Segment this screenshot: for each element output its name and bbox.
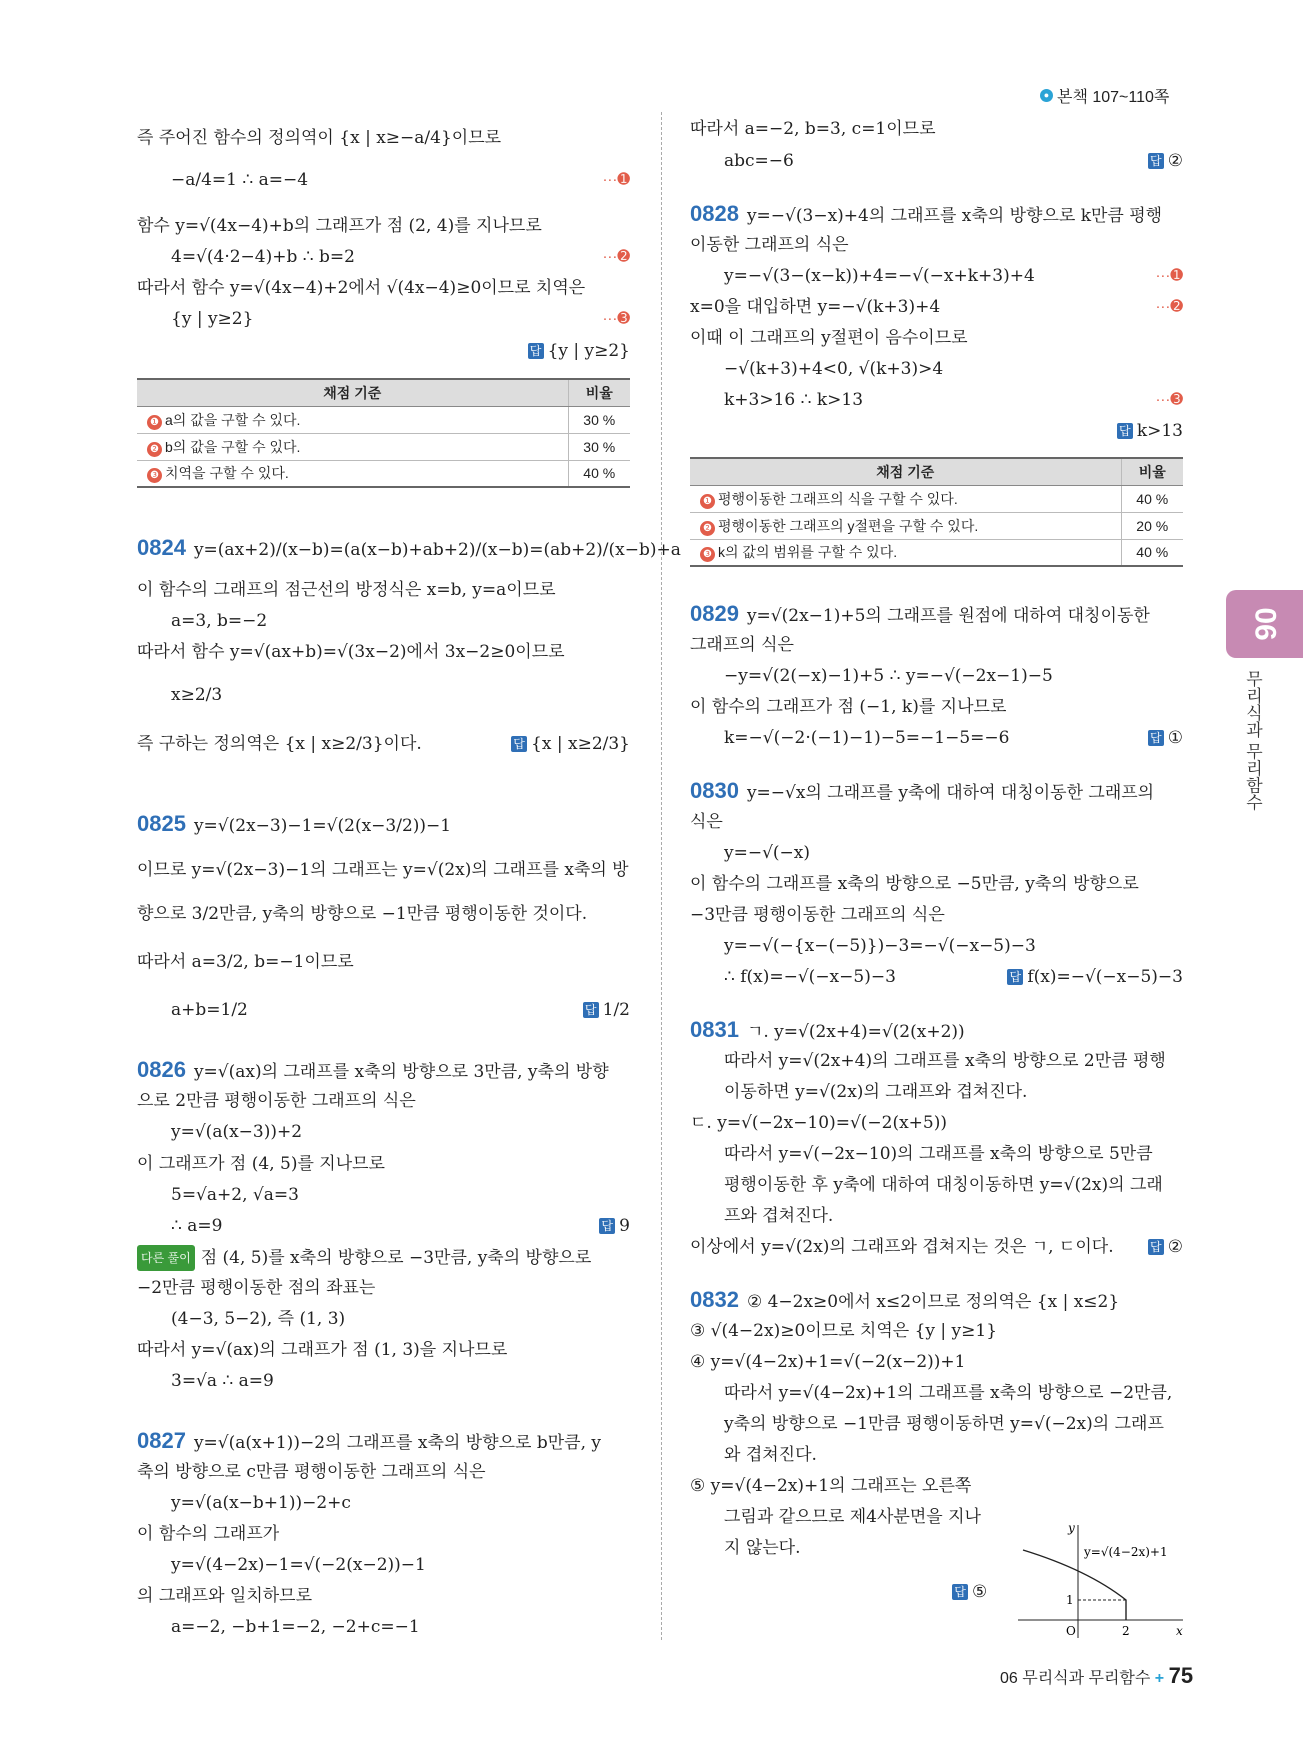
problem-number: 0824 (137, 535, 186, 560)
problem-number: 0827 (137, 1428, 186, 1453)
step-mark: ···➋ (602, 248, 630, 265)
tick-label: 2 (1122, 1624, 1130, 1638)
problem-number: 0829 (690, 601, 739, 626)
text-line: −a/4=1 ∴ a=−4 ···➊ (171, 170, 630, 190)
answer-icon: 답 (1007, 969, 1023, 985)
text-line: 이때 이 그래프의 y절편이 음수이므로 (690, 328, 968, 348)
text-line: 축의 방향으로 c만큼 평행이동한 그래프의 식은 (137, 1462, 486, 1482)
problem-0831-line: 0831 ㄱ. y=√(2x+4)=√(2(x+2)) (690, 1017, 965, 1042)
text-line: 이 함수의 그래프가 (137, 1524, 280, 1544)
text-line: (4−3, 5−2), 즉 (1, 3) (171, 1309, 346, 1329)
text-line: 이 함수의 그래프를 x축의 방향으로 −5만큼, y축의 방향으로 (690, 874, 1139, 894)
text-line: 으로 2만큼 평행이동한 그래프의 식은 (137, 1091, 416, 1111)
text-line: 이동한 그래프의 식은 (690, 235, 849, 255)
table-row: ❶ a의 값을 구할 수 있다. 30 % (137, 406, 630, 433)
text-line: x≥2/3 (171, 685, 223, 705)
problem-0829-line: 0829 y=√(2x−1)+5의 그래프를 원점에 대하여 대칭이동한 (690, 601, 1150, 626)
step-mark: ···➋ (1155, 298, 1183, 315)
text-line: y=−√(−x) (724, 843, 811, 863)
answer-icon: 답 (1148, 153, 1164, 169)
column-divider (661, 112, 662, 1640)
answer-icon: 답 (528, 343, 544, 359)
text-line: 3=√a ∴ a=9 (171, 1371, 274, 1391)
answer-icon: 답 (511, 736, 527, 752)
text-line: 다른 풀이 점 (4, 5)를 x축의 방향으로 −3만큼, y축의 방향으로 (137, 1245, 591, 1269)
text-line: ∴ f(x)=−√(−x−5)−3 답 f(x)=−√(−x−5)−3 (724, 967, 1183, 987)
answer-line: 답 ⑤ (952, 1580, 987, 1604)
origin-label: O (1066, 1624, 1076, 1638)
page-footer: 06 무리식과 무리함수 + 75 (1000, 1663, 1194, 1688)
text-line: −2만큼 평행이동한 점의 좌표는 (137, 1278, 376, 1298)
text-line: 함수 y=√(4x−4)+b의 그래프가 점 (2, 4)를 지나므로 (137, 216, 542, 236)
text-line: 이상에서 y=√(2x)의 그래프와 겹쳐지는 것은 ㄱ, ㄷ이다. 답 ② (690, 1237, 1183, 1257)
step-mark: ···➊ (1155, 267, 1183, 284)
answer-icon: 답 (599, 1218, 615, 1234)
text-line: 식은 (690, 812, 723, 832)
text-line: 따라서 함수 y=√(4x−4)+2에서 √(4x−4)≥0이므로 치역은 (137, 278, 586, 298)
text-line: 따라서 함수 y=√(ax+b)=√(3x−2)에서 3x−2≥0이므로 (137, 642, 565, 662)
text-line: y=√(a(x−3))+2 (171, 1122, 303, 1142)
text-line: ⑤ y=√(4−2x)+1의 그래프는 오른쪽 (690, 1476, 972, 1496)
answer-icon: 답 (952, 1584, 968, 1600)
scoring-table-2 (690, 457, 1183, 567)
problem-number: 0826 (137, 1057, 186, 1082)
text-line: 이므로 y=√(2x−3)−1의 그래프는 y=√(2x)의 그래프를 x축의 방 (137, 860, 629, 880)
y-label: y (1068, 1521, 1075, 1535)
answer-icon: 답 (1148, 730, 1164, 746)
text-line: 이 함수의 그래프의 점근선의 방정식은 x=b, y=a이므로 (137, 580, 556, 600)
text-line: 따라서 y=√(4−2x)+1의 그래프를 x축의 방향으로 −2만큼, (724, 1383, 1173, 1403)
text-line: 따라서 a=3/2, b=−1이므로 (137, 952, 354, 972)
page-reference: ● 본책 107~110쪽 (1040, 84, 1169, 107)
text-line: 프와 겹쳐진다. (724, 1206, 834, 1226)
problem-number: 0828 (690, 201, 739, 226)
text-line: y축의 방향으로 −1만큼 평행이동하면 y=√(−2x)의 그래프 (724, 1414, 1164, 1434)
problem-number: 0831 (690, 1017, 739, 1042)
curve (1023, 1550, 1126, 1620)
text-line: −y=√(2(−x)−1)+5 ∴ y=−√(−2x−1)−5 (724, 666, 1053, 686)
text-line: y=√(a(x−b+1))−2+c (171, 1493, 351, 1513)
table-header: 비율 (568, 379, 630, 406)
scoring-table-1 (137, 378, 630, 488)
text-line: y=−√(3−(x−k))+4=−√(−x+k+3)+4 ···➊ (724, 266, 1183, 286)
text-line: 이 함수의 그래프가 점 (−1, k)를 지나므로 (690, 697, 1007, 717)
text-line: 의 그래프와 일치하므로 (137, 1586, 313, 1606)
chapter-title-side: 무리식과 무리함수 (1243, 670, 1262, 811)
problem-number: 0825 (137, 811, 186, 836)
book-icon: ● (1040, 89, 1053, 102)
problem-0832-line: 0832 ② 4−2x≥0에서 x≤2이므로 정의역은 {x | x≤2} (690, 1287, 1120, 1312)
text-line: 5=√a+2, √a=3 (171, 1185, 299, 1205)
text-line: 그림과 같으므로 제4사분면을 지나 (724, 1507, 981, 1527)
text-line: abc=−6 답 ② (724, 151, 1183, 171)
table-header: 채점 기준 (137, 379, 568, 406)
text-line: −3만큼 평행이동한 그래프의 식은 (690, 905, 945, 925)
answer-icon: 답 (1117, 423, 1133, 439)
answer-icon: 답 (1148, 1239, 1164, 1255)
text-line: y=√(4−2x)−1=√(−2(x−2))−1 (171, 1555, 426, 1575)
table-row: ❷ b의 값을 구할 수 있다. 30 % (137, 433, 630, 460)
problem-0830-line: 0830 y=−√x의 그래프를 y축에 대하여 대칭이동한 그래프의 (690, 778, 1155, 803)
text-line: 따라서 y=√(ax)의 그래프가 점 (1, 3)을 지나므로 (137, 1340, 508, 1360)
answer-icon: 답 (583, 1002, 599, 1018)
text-line: y=−√(−{x−(−5)})−3=−√(−x−5)−3 (724, 936, 1036, 956)
answer-line: 답 {y | y≥2} (137, 339, 630, 363)
table-row: ❸ k의 값의 범위를 구할 수 있다. 40 % (690, 539, 1183, 566)
problem-0827-line: 0827 y=√(a(x+1))−2의 그래프를 x축의 방향으로 b만큼, y (137, 1428, 601, 1453)
problem-number: 0832 (690, 1287, 739, 1312)
table-row: ❸ 치역을 구할 수 있다. 40 % (137, 460, 630, 487)
table-header: 채점 기준 (690, 458, 1121, 485)
text-line: ④ y=√(4−2x)+1=√(−2(x−2))+1 (690, 1352, 966, 1372)
table-row: ❷ 평행이동한 그래프의 y절편을 구할 수 있다. 20 % (690, 512, 1183, 539)
text-line: 따라서 y=√(2x+4)의 그래프를 x축의 방향으로 2만큼 평행 (724, 1051, 1166, 1071)
text-line: 즉 구하는 정의역은 {x | x≥2/3}이다. 답 {x | x≥2/3} (137, 734, 630, 754)
problem-0826-line: 0826 y=√(ax)의 그래프를 x축의 방향으로 3만큼, y축의 방향 (137, 1057, 609, 1082)
problem-0828-line: 0828 y=−√(3−x)+4의 그래프를 x축의 방향으로 k만큼 평행 (690, 201, 1163, 226)
text-line: 이 그래프가 점 (4, 5)를 지나므로 (137, 1154, 385, 1174)
text-line: 4=√(4·2−4)+b ∴ b=2 ···➋ (171, 247, 630, 267)
step-mark: ···➌ (602, 310, 630, 327)
problem-0824-line: 0824 y=(ax+2)/(x−b)=(a(x−b)+ab+2)/(x−b)=(ab+2)/(x−b)+a (137, 535, 681, 560)
answer-line: 답 k>13 (690, 419, 1183, 443)
text-line: 와 겹쳐진다. (724, 1445, 817, 1465)
text-line: 향으로 3/2만큼, y축의 방향으로 −1만큼 평행이동한 것이다. (137, 904, 588, 924)
text-line: a+b=1/2 답 1/2 (171, 1000, 630, 1020)
step-mark: ···➊ (602, 171, 630, 188)
table-header: 비율 (1121, 458, 1183, 485)
tick-label: 1 (1066, 1593, 1074, 1607)
text-line: ③ √(4−2x)≥0이므로 치역은 {y | y≥1} (690, 1321, 998, 1341)
sqrt-function-graph (1018, 1520, 1188, 1640)
text-line: 지 않는다. (724, 1538, 801, 1558)
text-line: x=0을 대입하면 y=−√(k+3)+4 ···➋ (690, 297, 1183, 317)
text-line: k+3>16 ∴ k>13 ···➌ (724, 390, 1183, 410)
text-line: k=−√(−2·(−1)−1)−5=−1−5=−6 답 ① (724, 728, 1183, 748)
text-line: ㄷ. y=√(−2x−10)=√(−2(x+5)) (690, 1113, 948, 1133)
text-line: ∴ a=9 답 9 (171, 1216, 630, 1236)
text-line: 그래프의 식은 (690, 635, 794, 655)
text-line: 평행이동한 후 y축에 대하여 대칭이동하면 y=√(2x)의 그래 (724, 1175, 1163, 1195)
text-line: 따라서 y=√(−2x−10)의 그래프를 x축의 방향으로 5만큼 (724, 1144, 1153, 1164)
step-mark: ···➌ (1155, 391, 1183, 408)
text-line: {y | y≥2} ···➌ (171, 309, 630, 329)
problem-0825-line: 0825 y=√(2x−3)−1=√(2(x−3/2))−1 (137, 811, 452, 836)
table-row: ❶ 평행이동한 그래프의 식을 구할 수 있다. 40 % (690, 485, 1183, 512)
problem-number: 0830 (690, 778, 739, 803)
chapter-tab[interactable]: 06 (1226, 590, 1303, 658)
page-number: 75 (1168, 1663, 1194, 1688)
alt-solution-badge: 다른 풀이 (137, 1245, 195, 1271)
x-label: x (1176, 1624, 1183, 1638)
text-line: −√(k+3)+4<0, √(k+3)>4 (724, 359, 944, 379)
text-line: 따라서 a=−2, b=3, c=1이므로 (690, 119, 936, 139)
curve-label: y=√(4−2x)+1 (1084, 1545, 1168, 1559)
text-line: a=−2, −b+1=−2, −2+c=−1 (171, 1617, 420, 1637)
text-line: a=3, b=−2 (171, 611, 268, 631)
text-line: 즉 주어진 함수의 정의역이 {x | x≥−a/4}이므로 (137, 128, 502, 148)
text-line: 이동하면 y=√(2x)의 그래프와 겹쳐진다. (724, 1082, 1028, 1102)
